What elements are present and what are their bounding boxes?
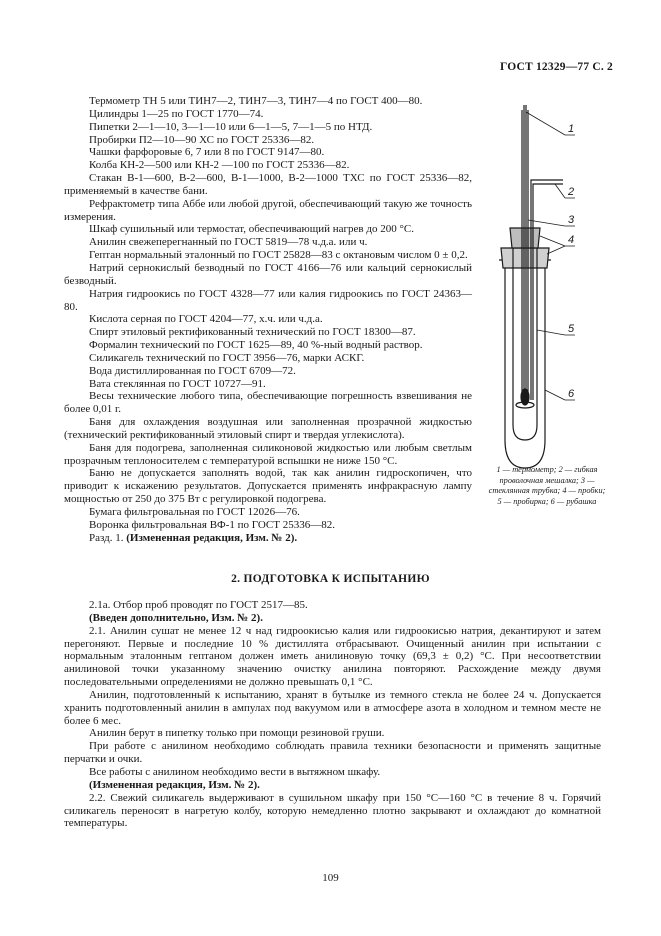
- preparation-text: [64, 599, 601, 830]
- leader-1: [526, 112, 565, 135]
- label-3: 3: [568, 214, 575, 226]
- leader-5: [537, 330, 565, 335]
- material-item: Баня для подогрева, заполненная силиконовой жидкостью или любым светлым прозрачным теплоносителем с температурой вспышки не ниже 150 °С.: [64, 441, 472, 467]
- paragraph: 2.2. Свежий силикагель выдерживают в сушильном шкафу при 150 °С—160 °С в течение 8 ч. Горячий силикагель переносят в нагретую колбу, которую немедленно плотно закрывают и охлаждают до комнатной температуры.: [64, 791, 601, 830]
- material-item: Натрия гидроокись по ГОСТ 4328—77 или калия гидроокись по ГОСТ 24363—80.: [64, 287, 472, 313]
- material-item: Рефрактометр типа Аббе или любой другой, обеспечивающий такую же точность измерения.: [64, 197, 472, 223]
- material-item: Пипетки 2—1—10, 3—1—10 или 6—1—5, 7—1—5 по НТД.: [89, 120, 373, 133]
- materials-column: [64, 95, 472, 545]
- paragraph: Анилин берут в пипетку только при помощи резиновой груши.: [89, 727, 385, 740]
- label-4: 4: [568, 234, 575, 246]
- paragraph: При работе с анилином необходимо соблюдать правила техники безопасности и применять защитные перчатки и очки.: [64, 740, 601, 766]
- label-6: 6: [568, 388, 575, 400]
- material-item: Весы технические любого типа, обеспечивающие погрешность взвешивания не более 0,01 г.: [64, 390, 472, 416]
- leader-4b: [547, 246, 565, 254]
- leader-6: [545, 390, 565, 400]
- leader-2: [555, 184, 565, 198]
- jacket-outline: [505, 260, 545, 468]
- material-item: Баню не допускается заполнять водой, так как анилин гидроскопичен, что приводит к искажению результатов. Допускается применять инфракрасную лампу мощностью от 250 до 375 Вт с регулировкой подогрева.: [64, 467, 472, 506]
- amendment-note: (Измененная редакция, Изм. № 2).: [89, 778, 260, 791]
- material-item: Спирт этиловый ректификованный технический по ГОСТ 18300—87.: [89, 326, 416, 339]
- label-2: 2: [568, 186, 575, 198]
- page-number: 109: [322, 872, 339, 884]
- razd-text: Разд. 1.: [89, 531, 127, 544]
- material-item: Анилин свежеперегнанный по ГОСТ 5819—78 ч.д.а. или ч.: [89, 236, 368, 249]
- paragraph: Все работы с анилином необходимо вести в вытяжном шкафу.: [89, 765, 381, 778]
- material-item: Вода дистиллированная по ГОСТ 6709—72.: [89, 364, 296, 377]
- outer-stopper: [501, 248, 549, 268]
- material-item: Гептан нормальный эталонный по ГОСТ 25828—83 с октановым числом 0 ± 0,2.: [89, 249, 468, 262]
- page-header: ГОСТ 12329—77 С. 2: [500, 61, 613, 73]
- apparatus-drawing: [499, 105, 575, 468]
- amendment-note: (Введен дополнительно, Изм. № 2).: [89, 611, 263, 624]
- material-item: Термометр ТН 5 или ТИН7—2, ТИН7—3, ТИН7—4 по ГОСТ 400—80.: [89, 95, 423, 107]
- label-5: 5: [568, 323, 575, 335]
- paragraph: Анилин, подготовленный к испытанию, хранят в бутылке из темного стекла не более 24 ч. Допускается хранить подготовленный анилин в ампулах под вакуумом или в атмосфере азота в холодном и темном месте не более 6 мес.: [64, 688, 601, 727]
- stirrer-wire: [531, 180, 563, 400]
- material-item: Воронка фильтровальная ВФ-1 по ГОСТ 25336—82.: [89, 518, 335, 531]
- material-item: Бумага фильтровальная по ГОСТ 12026—76.: [89, 506, 300, 518]
- material-item: Шкаф сушильный или термостат, обеспечивающий нагрев до 200 °С.: [89, 223, 414, 236]
- apparatus-figure: [485, 100, 605, 470]
- figure-caption: 1 — термометр; 2 — гибкая проволочная мешалка; 3 — стеклянная трубка; 4 — пробки; 5 — пробирка; 6 — рубашка: [488, 465, 606, 506]
- paragraph: 2.1. Анилин сушат не менее 12 ч над гидроокисью калия или гидроокисью натрия, декантируют и затем перегоняют. Первые и последние 10 % дистиллята отбрасывают. Очищенный анилин при испытании с нормальным эталонным гептаном должен иметь анилиновую точку (69,3 ± 0,2) °С. При несоответствии анилиновой точки указанному значению очистку анилина повторяют. Расхождение между двумя последовательными определениями не должно превышать 0,1 °С.: [64, 624, 601, 689]
- inner-stopper: [510, 228, 540, 248]
- material-item: Колба КН-2—500 или КН-2 —100 по ГОСТ 25336—82.: [89, 159, 350, 172]
- paragraph: 2.1а. Отбор проб проводят по ГОСТ 2517—85.: [89, 599, 308, 611]
- material-item: Формалин технический по ГОСТ 1625—89, 40 %-ный водный раствор.: [89, 339, 423, 352]
- leader-4a: [540, 236, 565, 246]
- material-item: Стакан В-1—600, В-2—600, В-1—1000, В-2—1000 ТХС по ГОСТ 25336—82, применяемый в качестве бани.: [64, 172, 472, 197]
- amendment-note: [64, 532, 472, 545]
- material-item: Чашки фарфоровые 6, 7 или 8 по ГОСТ 9147—80.: [89, 146, 325, 159]
- label-underlines: [565, 135, 575, 400]
- label-1: 1: [568, 123, 575, 135]
- section-title: 2. ПОДГОТОВКА К ИСПЫТАНИЮ: [231, 573, 430, 585]
- material-item: Пробирки П2—10—90 ХС по ГОСТ 25336—82.: [89, 133, 315, 146]
- material-item: Кислота серная по ГОСТ 4204—77, х.ч. или ч.д.а.: [89, 313, 323, 326]
- material-item: Вата стеклянная по ГОСТ 10727—91.: [89, 377, 266, 390]
- material-item: Цилиндры 1—25 по ГОСТ 1770—74.: [89, 107, 264, 120]
- razd-bold: (Измененная редакция, Изм. № 2).: [126, 531, 298, 544]
- material-item: Силикагель технический по ГОСТ 3956—76, марки АСКГ.: [89, 351, 365, 364]
- material-item: Натрий сернокислый безводный по ГОСТ 4166—76 или кальций сернокислый безводный.: [64, 261, 472, 287]
- material-item: Баня для охлаждения воздушная или заполненная прозрачной жидкостью (технический ректификованный этиловый спирт и твердая углекислота).: [64, 416, 472, 441]
